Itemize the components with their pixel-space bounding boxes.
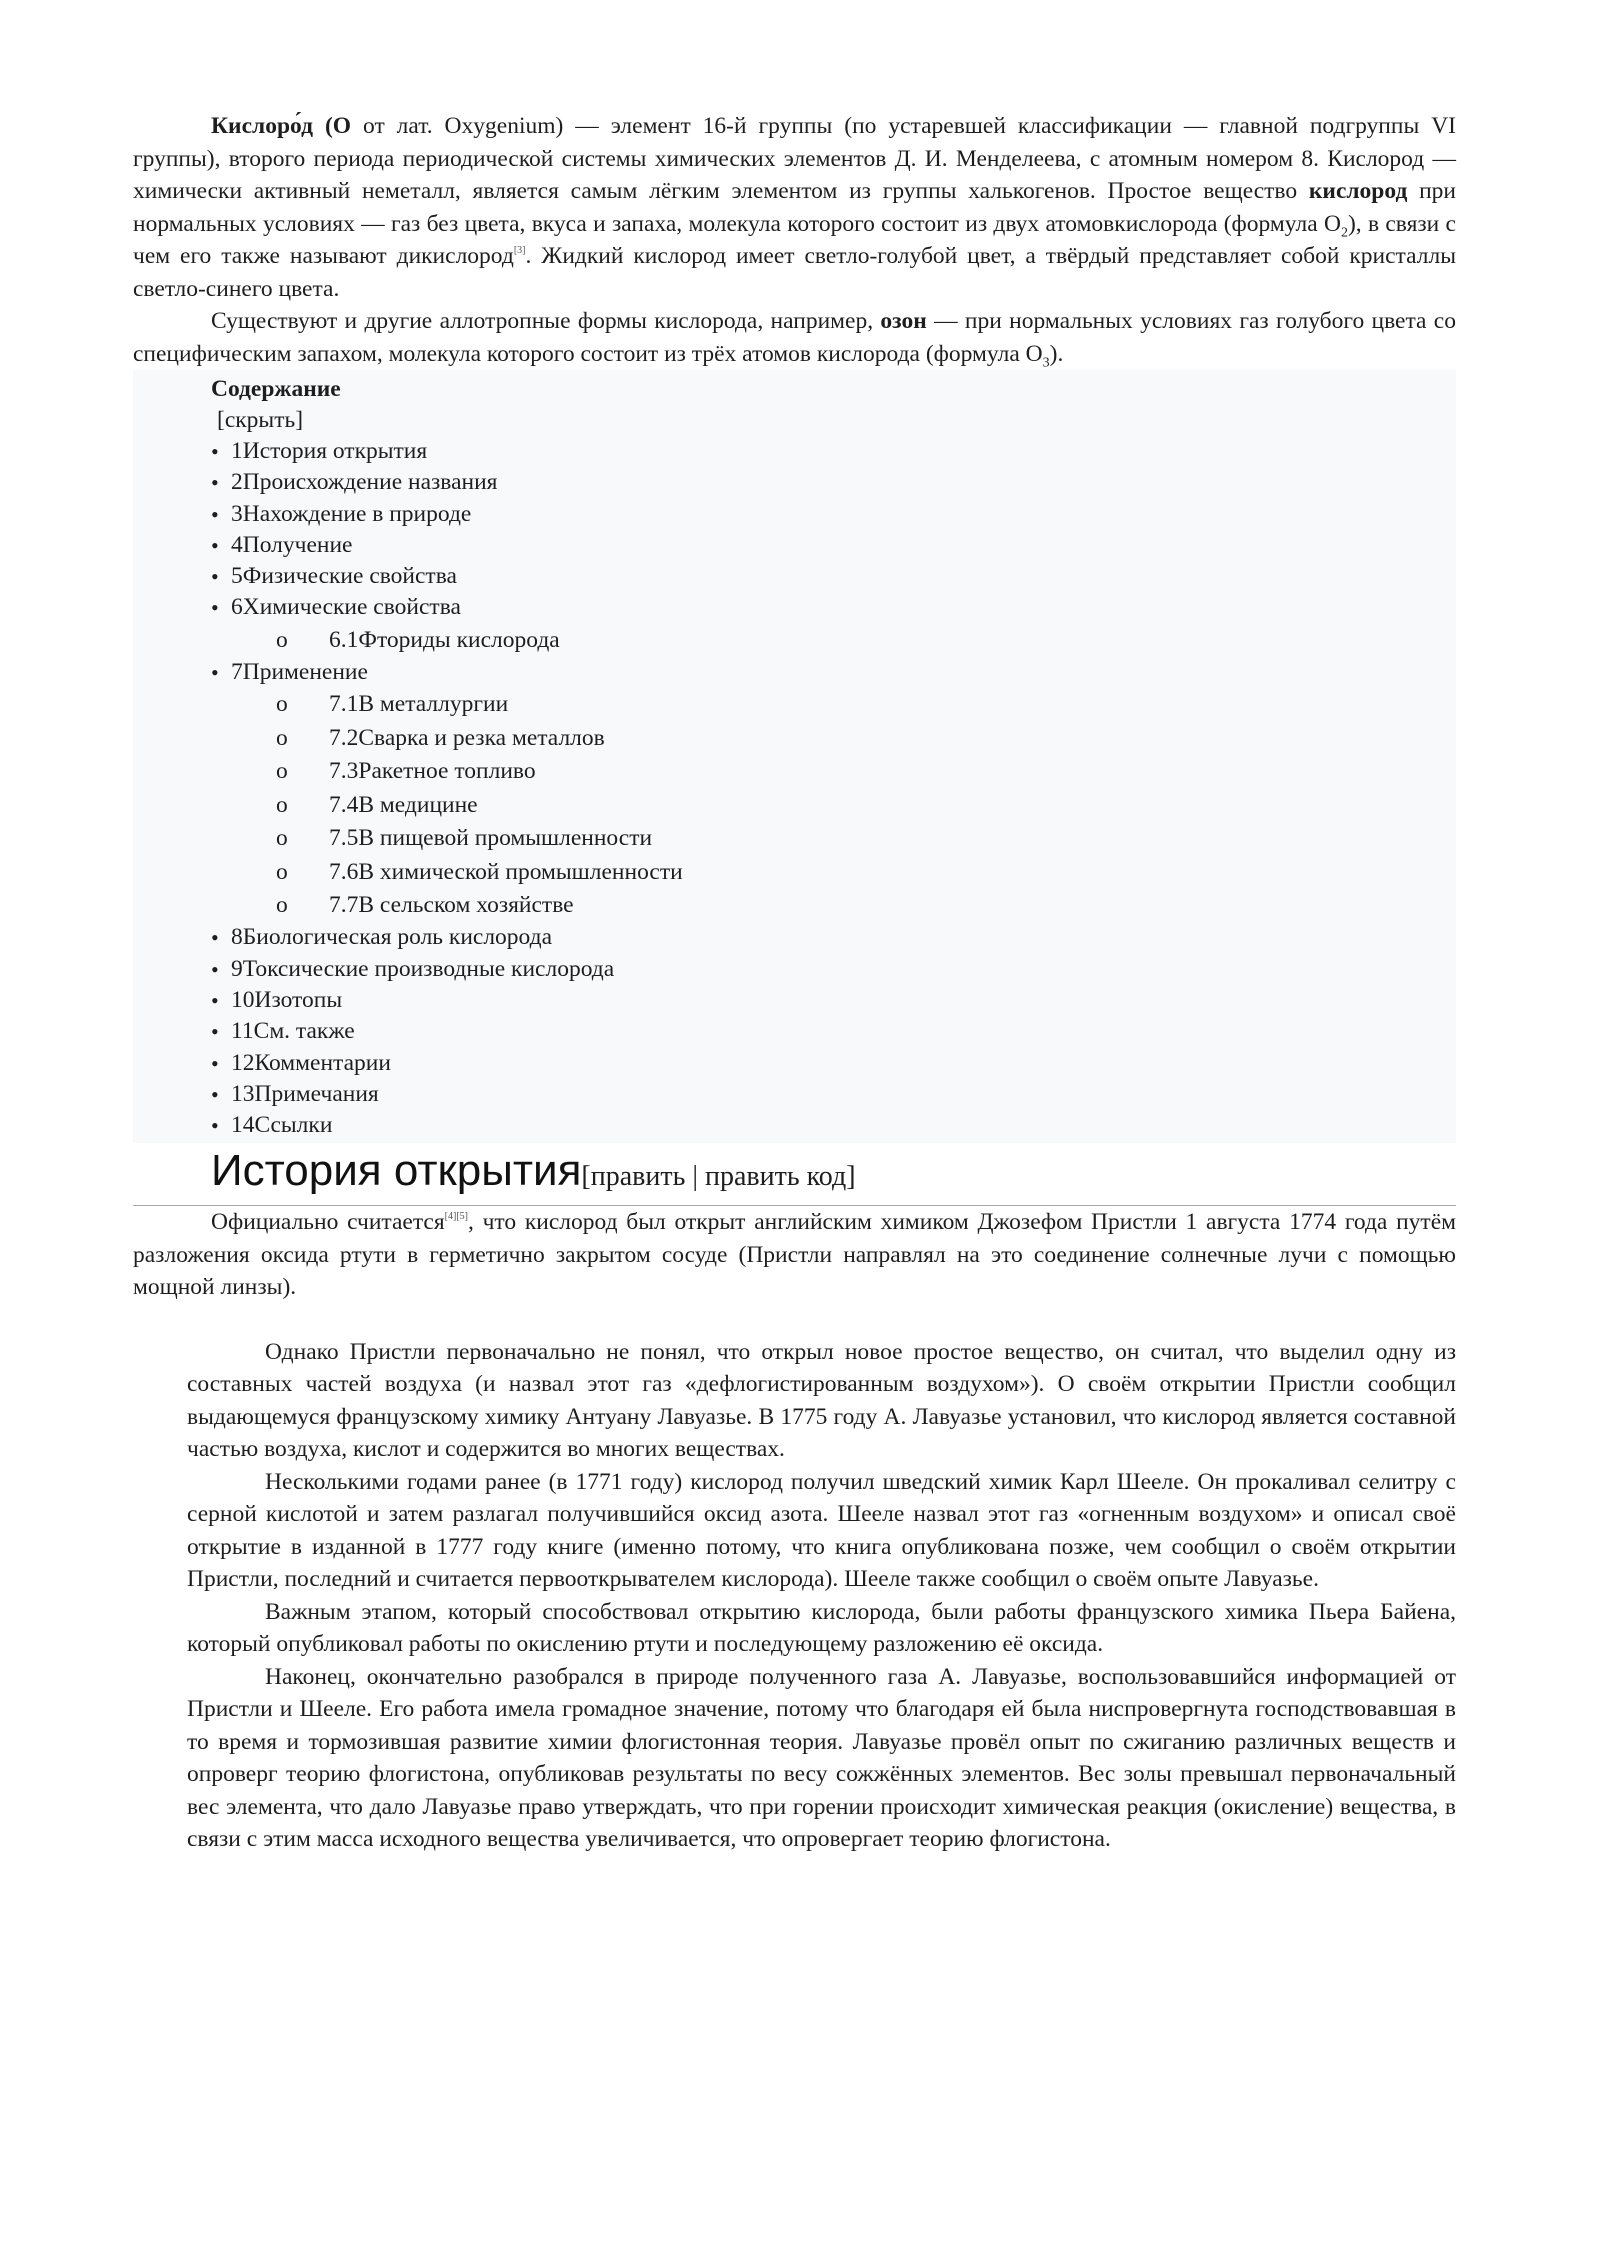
intro-text-3: ), в связи с чем его также называют дикислород bbox=[133, 210, 1456, 269]
toc-item-6-1[interactable] bbox=[211, 624, 1456, 657]
section-heading-history bbox=[133, 1143, 1456, 1206]
toc-item-label: См. также bbox=[253, 1018, 355, 1045]
toc-item-label: Химические свойства bbox=[242, 594, 461, 621]
toc-item-label: В химической промышленности bbox=[358, 858, 683, 885]
element-symbol: O bbox=[332, 113, 352, 139]
toc-item-2[interactable] bbox=[211, 467, 1456, 498]
toc-item-label: Получение bbox=[242, 531, 353, 558]
intro-text-2: при нормальных условиях — газ без цвета, вкуса и запаха, молекула которого состоит из двух атомовкислорода (формула O bbox=[133, 178, 1457, 237]
toc-item-4[interactable] bbox=[211, 530, 1456, 561]
toc-item-label: История открытия bbox=[242, 438, 428, 464]
intro-p2-text-3: ). bbox=[1049, 340, 1064, 367]
toc-sub-marker: o bbox=[276, 791, 288, 818]
toc-item-7-6[interactable] bbox=[211, 856, 1456, 889]
toc-item-number: 11 bbox=[231, 1018, 254, 1045]
toc-item-number: 7.4 bbox=[329, 791, 359, 818]
toc-item-number: 14 bbox=[231, 1112, 255, 1139]
article-title-word: Кислоро́д bbox=[211, 113, 313, 139]
toc-item-7[interactable] bbox=[211, 657, 1456, 688]
toc-item-number: 4 bbox=[231, 531, 243, 558]
toc-item-7-7[interactable] bbox=[211, 889, 1456, 922]
section-heading-text: История открытия bbox=[211, 1146, 582, 1196]
toc-item-7-1[interactable] bbox=[211, 688, 1456, 721]
toc-sub-marker: o bbox=[276, 626, 288, 653]
toc-item-number: 7.1 bbox=[329, 691, 359, 718]
toc-item-5[interactable] bbox=[211, 561, 1456, 592]
toc-item-number: 7.3 bbox=[329, 758, 359, 785]
intro-open-paren: ( bbox=[312, 113, 333, 139]
history-paragraph-2: Однако Пристли первоначально не понял, что открыл новое простое вещество, он считал, что выделил одну из составных частей воздуха (и назвал этот газ «дефлогистированным воздухом»). О своём открытии Пристли сообщил выдающемуся французскому химику Антуану Лавуазье. В 1775 году А. Лавуазье установил, что кислород является составной частью воздуха, кислот и содержится во многих веществах. bbox=[187, 1338, 1456, 1463]
toc-item-label: В сельском хозяйстве bbox=[358, 891, 574, 918]
paragraph-spacer bbox=[133, 1304, 1456, 1336]
toc-item-7-5[interactable] bbox=[211, 822, 1456, 855]
toc-hide-toggle[interactable]: [скрыть] bbox=[217, 407, 304, 433]
toc-sub-marker: o bbox=[276, 858, 288, 885]
toc-item-label: Примечания bbox=[254, 1080, 379, 1107]
toc-item-1[interactable] bbox=[211, 436, 1456, 467]
toc-item-label: В металлургии bbox=[358, 691, 509, 718]
subscript-3: 3 bbox=[1042, 355, 1050, 371]
toc-item-label: Физические свойства bbox=[242, 563, 457, 590]
intro-text-4: . Жидкий кислород имеет светло-голубой цвет, а твёрдый представляет собой кристаллы светло-синего цвета. bbox=[133, 243, 1456, 302]
toc-item-number: 7 bbox=[231, 659, 243, 686]
toc-item-13[interactable] bbox=[211, 1079, 1456, 1110]
toc-item-label: Биологическая роль кислорода bbox=[242, 924, 553, 951]
intro-text-1: от лат. Oxygenium) — элемент 16-й группы (по устаревшей классификации — главной подгруппы VI группы), второго периода периодической системы химических элементов Д. И. Менделеева, с атомным номером 8. Кислород — химически активный неметалл, является самым лёгким элементом из группы халькогенов. Простое вещество bbox=[133, 113, 1456, 204]
toc-item-number: 7.6 bbox=[329, 858, 359, 885]
toc-item-number: 3 bbox=[231, 500, 243, 527]
history-paragraph-5: Наконец, окончательно разобрался в природе полученного газа А. Лавуазье, воспользовавшийся информацией от Пристли и Шееле. Его работа имела громадное значение, потому что благодаря ей была ниспровергнута господствовавшая в то время и тормозившая развитие химии флогистонная теория. Лавуазье провёл опыт по сжиганию различных веществ и опроверг теорию флогистона, опубликовав результаты по весу сожжённых элементов. Вес золы превышал первоначальный вес элемента, что дало Лавуазье право утверждать, что при горении происходит химическая реакция (окисление) вещества, в связи с этим масса исходного вещества увеличивается, что опровергает теорию флогистона. bbox=[187, 1663, 1456, 1853]
toc-item-7-2[interactable] bbox=[211, 722, 1456, 755]
toc-item-label: Нахождение в природе bbox=[242, 500, 472, 527]
bold-ozon: озон bbox=[880, 308, 927, 334]
history-paragraph-1 bbox=[133, 1206, 1456, 1304]
bold-kislorod: кислород bbox=[1308, 178, 1408, 204]
history-paragraph-4: Важным этапом, который способствовал открытию кислорода, были работы французского химика Пьера Байена, который опубликовал работы по окислению ртути и последующему разложению её оксида. bbox=[187, 1598, 1456, 1658]
section-edit-links[interactable]: [править | править код] bbox=[581, 1161, 856, 1193]
toc-item-number: 7.7 bbox=[329, 891, 359, 918]
intro-p2-text-2: — при нормальных условиях газ голубого цвета со специфическим запахом, молекула которого состоит из трёх атомов кислорода (формула O bbox=[133, 308, 1456, 367]
subscript-2: 2 bbox=[1340, 225, 1348, 241]
toc-item-number: 6 bbox=[231, 594, 243, 621]
toc-item-number: 9 bbox=[231, 955, 243, 982]
toc-item-10[interactable] bbox=[211, 985, 1456, 1016]
table-of-contents bbox=[133, 370, 1456, 1143]
toc-item-8[interactable] bbox=[211, 922, 1456, 953]
toc-item-label: Сварка и резка металлов bbox=[358, 724, 605, 751]
toc-item-number: 2 bbox=[231, 469, 243, 496]
toc-item-label: В медицине bbox=[358, 791, 478, 818]
toc-item-label: Фториды кислорода bbox=[358, 626, 560, 653]
toc-item-label: Комментарии bbox=[254, 1049, 391, 1076]
toc-item-14[interactable] bbox=[211, 1110, 1456, 1141]
toc-item-number: 13 bbox=[231, 1080, 255, 1107]
intro-p2-text-1: Существуют и другие аллотропные формы кислорода, например, bbox=[211, 308, 881, 334]
toc-item-7-4[interactable] bbox=[211, 789, 1456, 822]
toc-list bbox=[211, 436, 1456, 1141]
toc-item-label: Применение bbox=[242, 659, 368, 686]
toc-item-number: 7.5 bbox=[329, 825, 359, 852]
toc-item-number: 10 bbox=[231, 986, 255, 1013]
toc-item-11[interactable] bbox=[211, 1016, 1456, 1047]
toc-sub-marker: o bbox=[276, 825, 288, 852]
toc-item-number: 8 bbox=[231, 924, 243, 951]
toc-item-label: В пищевой промышленности bbox=[358, 825, 653, 852]
toc-sub-marker: o bbox=[276, 691, 288, 718]
toc-item-label: Токсические производные кислорода bbox=[242, 955, 615, 982]
intro-paragraph-1 bbox=[133, 110, 1456, 305]
history-paragraph-3: Несколькими годами ранее (в 1771 году) кислород получил шведский химик Карл Шееле. Он прокаливал селитру с серной кислотой и затем разлагал получившийся оксид азота. Шееле назвал этот газ «огненным воздухом» и описал своё открытие в изданной в 1777 году книге (именно потому, что книга опубликована позже, чем сообщил о своём открытии Пристли, последний и считается первооткрывателем кислорода). Шееле также сообщил о своём опыте Лавуазье. bbox=[187, 1468, 1456, 1593]
toc-item-label: Ракетное топливо bbox=[358, 758, 536, 785]
history-indented-block bbox=[133, 1336, 1456, 1856]
toc-item-number: 5 bbox=[231, 563, 243, 590]
reference-3[interactable]: [3] bbox=[513, 245, 526, 256]
document-page bbox=[133, 110, 1456, 1856]
toc-item-number: 1 bbox=[231, 438, 243, 464]
toc-item-7-3[interactable] bbox=[211, 755, 1456, 788]
intro-paragraph-2 bbox=[133, 305, 1456, 370]
toc-item-3[interactable] bbox=[211, 499, 1456, 530]
toc-sub-marker: o bbox=[276, 758, 288, 785]
toc-item-9[interactable] bbox=[211, 954, 1456, 985]
toc-sub-marker: o bbox=[276, 891, 288, 918]
toc-item-number: 12 bbox=[231, 1049, 255, 1076]
toc-item-number: 7.2 bbox=[329, 724, 359, 751]
reference-4-5[interactable]: [4][5] bbox=[444, 1211, 468, 1223]
toc-item-label: Изотопы bbox=[254, 986, 343, 1013]
toc-sub-marker: o bbox=[276, 724, 288, 751]
history-p1-text-2: , что кислород был открыт английским химиком Джозефом Пристли 1 августа 1774 года путём разложения оксида ртути в герметично закрытом сосуде (Пристли направлял на это соединение солнечные лучи с помощью мощной линзы). bbox=[133, 1209, 1456, 1301]
history-p1-text-1: Официально считается bbox=[211, 1209, 445, 1236]
toc-item-number: 6.1 bbox=[329, 626, 359, 653]
toc-item-12[interactable] bbox=[211, 1048, 1456, 1079]
toc-item-6[interactable] bbox=[211, 592, 1456, 623]
toc-item-label: Происхождение названия bbox=[242, 469, 498, 496]
toc-item-label: Ссылки bbox=[254, 1112, 333, 1139]
toc-title: Содержание bbox=[211, 376, 341, 402]
